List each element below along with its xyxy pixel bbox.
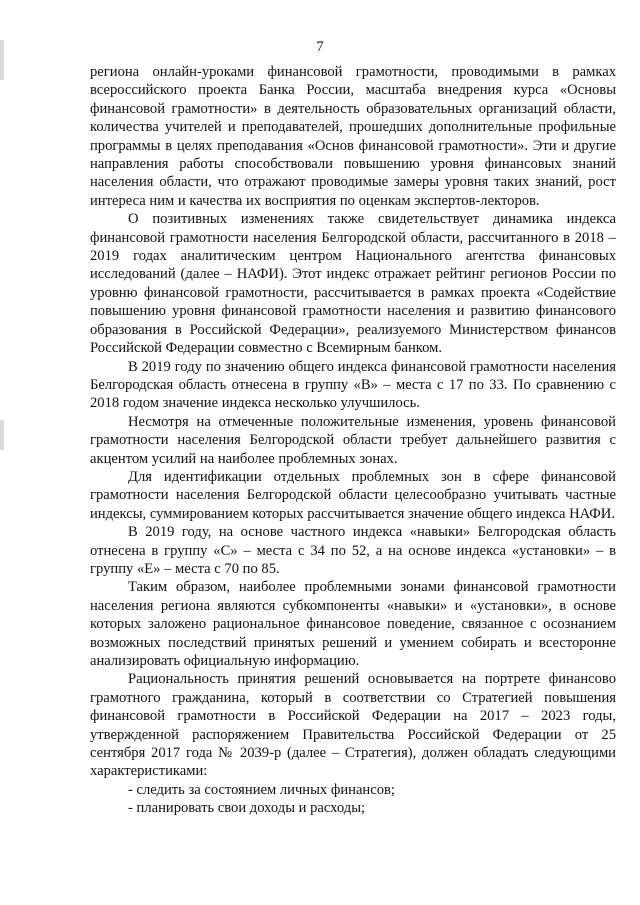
- paragraph: В 2019 году по значению общего индекса финансовой грамотности населения Белгородская область отнесена в группу «В» – места с 17 по 33. По сравнению с 2018 годом значение индекса несколько улучшилось.: [90, 358, 616, 412]
- scan-edge-mark: [0, 420, 4, 450]
- list-item: - следить за состоянием личных финансов;: [128, 781, 395, 798]
- paragraph: региона онлайн-уроками финансовой грамотности, проводимыми в рамках всероссийского проекта Банка России, масштаба внедрения курса «Основы финансовой грамотности» в деятельность образовательных организаций области, количества учителей и преподавателей, прошедших дополнительные профильные программы в целях преподавания «Основ финансовой грамотности». Эти и другие направления работы способствовали повышению уровня финансовых знаний населения области, что отражают проводимые замеры уровня таких знаний, рост интереса ним и качества их восприятия по оценкам экспертов-лекторов.: [90, 64, 616, 209]
- document-body: [90, 63, 616, 818]
- paragraph: О позитивных изменениях также свидетельствует динамика индекса финансовой грамотности населения Белгородской области, рассчитанного в 2018 – 2019 годах аналитическим центром Национального агентства финансовых исследований (далее – НАФИ). Этот индекс отражает рейтинг регионов России по уровню финансовой грамотности, рассчитывается в рамках проекта «Содействие повышению уровня финансовой грамотности населения и развитию финансового образования в Российской Федерации», реализуемого Министерством финансов Российской Федерации совместно с Всемирным банком.: [90, 211, 616, 357]
- paragraph: Несмотря на отмеченные положительные изменения, уровень финансовой грамотности населения Белгородской области требует дальнейшего развития с акцентом усилий на наиболее проблемных зонах.: [90, 413, 616, 467]
- list-item: - планировать свои доходы и расходы;: [128, 800, 366, 817]
- paragraph: Таким образом, наиболее проблемными зонами финансовой грамотности населения региона являются субкомпоненты «навыки» и «установки», в основе которых заложено рациональное финансовое поведение, связанное с осознанием возможных последствий принятых решений и умением собирать и всесторонне анализировать официальную информацию.: [90, 579, 616, 669]
- paragraph: Рациональность принятия решений основывается на портрете финансово грамотного гражданина, который в соответствии со Стратегией повышения финансовой грамотности в Российской Федерации на 2017 – 2023 годы, утвержденной распоряжением Правительства Российской Федерации от 25 сентября 2017 года № 2039-р (далее – Стратегия), должен обладать следующими характеристиками:: [90, 671, 616, 780]
- page-number: 7: [316, 39, 324, 55]
- paragraph: В 2019 году, на основе частного индекса «навыки» Белгородская область отнесена в группу «С» – места с 34 по 52, а на основе индекса «установки» – в группу «Е» – места с 70 по 85.: [90, 524, 616, 577]
- paragraph: Для идентификации отдельных проблемных зон в сфере финансовой грамотности населения Белгородской области целесообразно учитывать частные индексы, суммированием которых рассчитывается значение общего индекса НАФИ.: [90, 468, 616, 522]
